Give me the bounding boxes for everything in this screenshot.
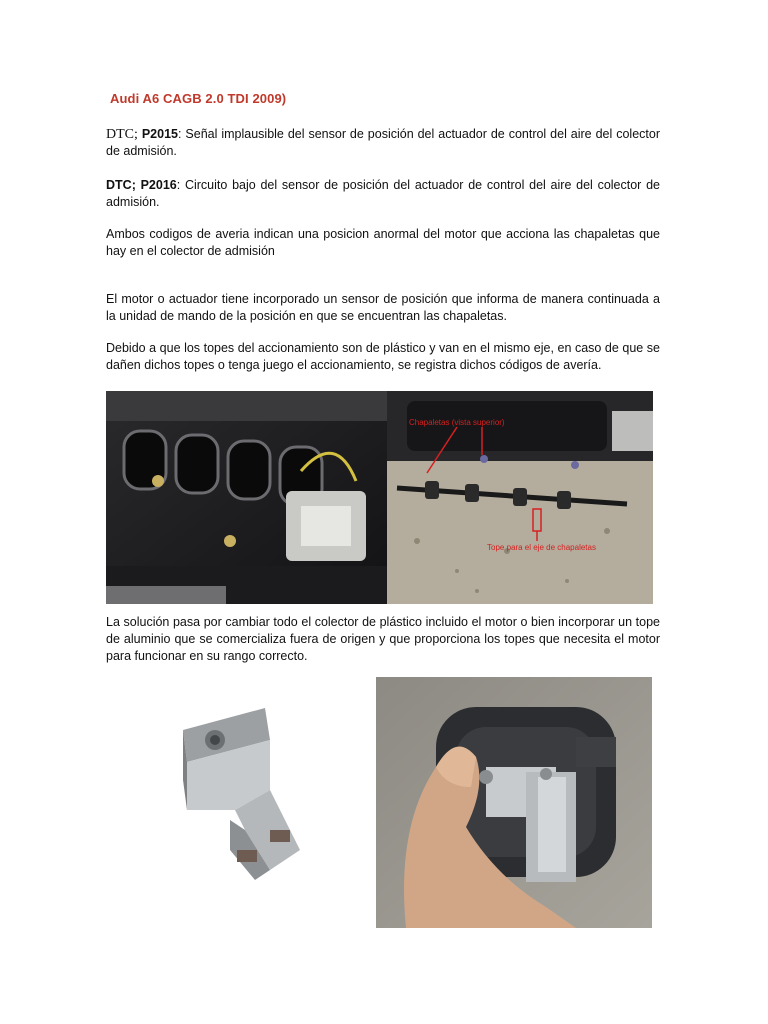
paragraph-p2015 (106, 126, 660, 160)
paragraph-p2016 (106, 177, 660, 211)
paragraph-motor: El motor o actuador tiene incorporado un sensor de posición que informa de manera continuada a la unidad de mando de la posición en que se encuentran las chapaletas. (106, 292, 660, 323)
dtc-code-p2016: DTC; P2016 (106, 178, 177, 192)
dtc-description-p2015: : Señal implausible del sensor de posición del actuador de control del aire del colector de admisión. (106, 127, 660, 158)
photo-aluminium-stop (175, 700, 305, 890)
document-title: Audi A6 CAGB 2.0 TDI 2009) (110, 91, 287, 106)
photo-hand-actuator (376, 677, 652, 928)
label-tope: Tope para el eje de chapaletas (487, 543, 596, 552)
dtc-code-p2015: P2015 (141, 127, 178, 141)
photo-intake-manifold (106, 391, 387, 604)
paragraph-solucion: La solución pasa por cambiar todo el colector de plástico incluido el motor o bien incorporar un tope de aluminio que se comercializa fuera de origen y que proporciona los topes que necesita el motor para funcionar en su rango correcto. (106, 615, 660, 663)
paragraph-debido: Debido a que los topes del accionamiento son de plástico y van en el mismo eje, en caso de que se dañen dichos topes o tenga juego el accionamiento, se registra dichos códigos de avería. (106, 341, 660, 372)
dtc-description-p2016: : Circuito bajo del sensor de posición del actuador de control del aire del colector de admisión. (106, 178, 660, 209)
paragraph-ambos: Ambos codigos de averia indican una posicion anormal del motor que acciona las chapaletas que hay en el colector de admisión (106, 227, 660, 258)
dtc-prefix: DTC; (106, 127, 138, 142)
photo-flap-shaft (387, 391, 653, 604)
label-chapaletas: Chapaletas (vista superior) (409, 418, 505, 427)
